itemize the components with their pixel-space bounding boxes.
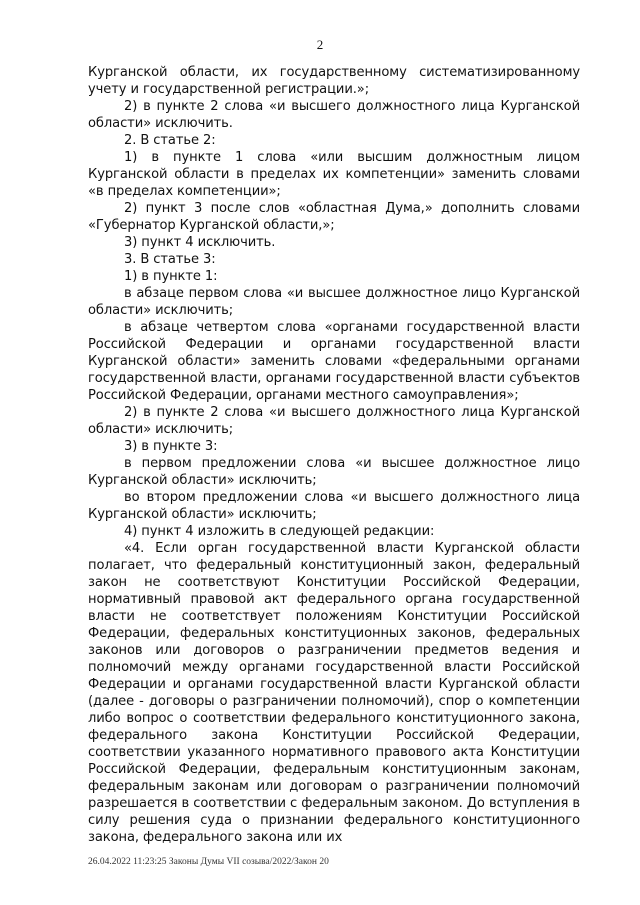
paragraph: 2) в пункте 2 слова «и высшего должностного лица Курганской области» исключить; [88, 405, 580, 437]
page-number: 2 [316, 37, 324, 52]
paragraph: 2. В статье 2: [124, 133, 216, 148]
paragraph: 2) в пункте 2 слова «и высшего должностного лица Курганской области» исключить. [88, 99, 580, 131]
paragraph: 1) в пункте 1 слова «или высшим должностным лицом Курганской области в пределах их компетенции» заменить словами «в пределах компетенции»; [88, 150, 580, 199]
paragraph: 1) в пункте 1: [124, 269, 218, 284]
paragraph: 4) пункт 4 изложить в следующей редакции: [124, 524, 435, 539]
paragraph: в абзаце первом слова «и высшее должностное лицо Курганской области» исключить; [88, 286, 580, 318]
document-footer: 26.04.2022 11:23:25 Законы Думы VII созыва/2022/Закон 20 [88, 857, 329, 867]
paragraph: 3. В статье 3: [124, 252, 216, 267]
paragraph: 3) в пункте 3: [124, 439, 218, 454]
paragraph: 2) пункт 3 после слов «областная Дума,» дополнить словами «Губернатор Курганской области,»; [88, 201, 580, 233]
paragraph: 3) пункт 4 исключить. [124, 235, 276, 250]
paragraph: во втором предложении слова «и высшего должностного лица Курганской области» исключить; [88, 490, 580, 522]
paragraph: в абзаце четвертом слова «органами государственной власти Российской Федерации и органами государственной власти Курганской области» заменить словами «федеральными органами государственной власти, органами государственной власти субъектов Российской Федерации, органами местного самоуправления»; [88, 320, 580, 403]
paragraph: «4. Если орган государственной власти Курганской области полагает, что федеральный конституционный закон, федеральный закон не соответствуют Конституции Российской Федерации, нормативный правовой акт федерального органа государственной власти не соответствует положениям Конституции Российской Федерации, федеральных конституционных законов, федеральных законов или договоров о разграничении предметов ведения и полномочий между органами государственной власти Российской Федерации и органами государственной власти Курганской области (далее - договоры о разграничении полномочий), спор о компетенции либо вопрос о соответствии федерального конституционного закона, федерального закона Конституции Российской Федерации, соответствии указанного нормативного правового акта Конституции Российской Федерации, федеральным конституционным законам, федеральным законам или договорам о разграничении полномочий разрешается в соответствии с федеральным законом. До вступления в силу решения суда о признании федерального конституционного закона, федерального закона или их [88, 541, 580, 845]
document-body [88, 64, 580, 846]
paragraph: Курганской области, их государственному систематизированному учету и государственной регистрации.»; [88, 65, 580, 97]
paragraph: в первом предложении слова «и высшее должностное лицо Курганской области» исключить; [88, 456, 580, 488]
